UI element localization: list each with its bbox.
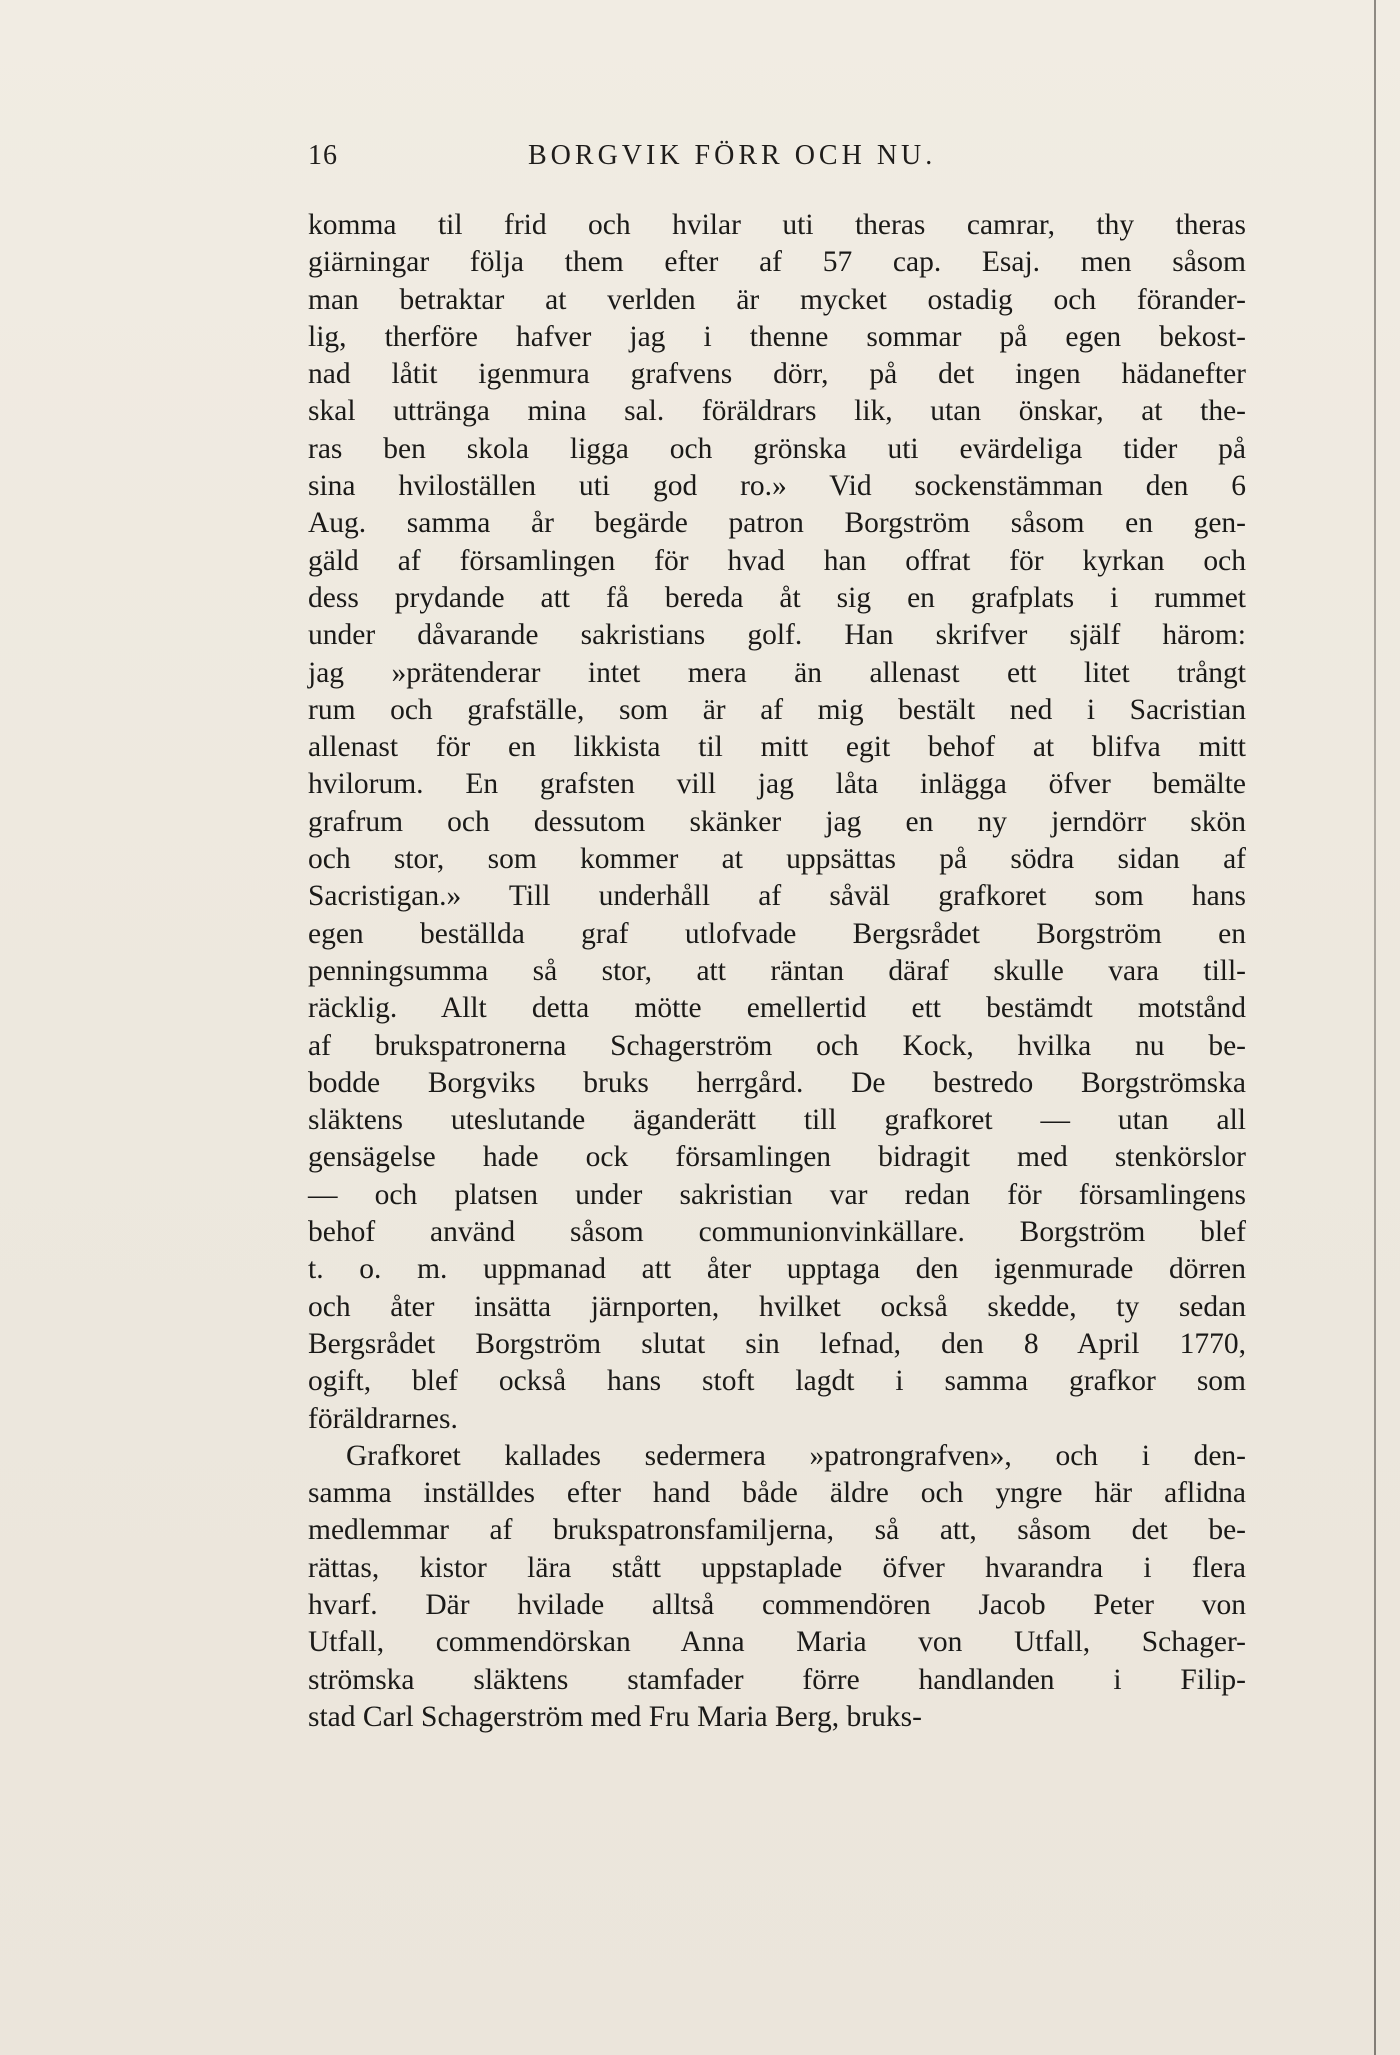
text-line: behof använd såsom communionvinkällare. Borgström blef <box>308 1216 1246 1249</box>
text-line: — och platsen under sakristian var redan för församlingens <box>308 1178 1246 1211</box>
text-line: och åter insätta järnporten, hvilket också skedde, ty sedan <box>308 1290 1246 1323</box>
text-line: allenast för en likkista til mitt egit behof at blifva mitt <box>308 731 1246 764</box>
text-line: lig, therföre hafver jag i thenne sommar på egen bekost- <box>308 320 1246 353</box>
text-line: medlemmar af brukspatronsfamiljerna, så att, såsom det be- <box>308 1514 1246 1547</box>
text-line: hvilorum. En grafsten vill jag låta inlägga öfver bemälte <box>308 768 1246 801</box>
text-line: ras ben skola ligga och grönska uti evärdeliga tider på <box>308 432 1246 465</box>
text-line: Grafkoret kallades sedermera »patrongrafven», och i den- <box>346 1439 1246 1472</box>
text-line: stad Carl Schagerström med Fru Maria Berg, bruks- <box>308 1700 922 1733</box>
text-line: släktens uteslutande äganderätt till grafkoret — utan all <box>308 1104 1246 1137</box>
text-line: samma inställdes efter hand både äldre och yngre här aflidna <box>308 1477 1246 1510</box>
paragraph <box>308 207 1246 1438</box>
text-line: och stor, som kommer at uppsättas på södra sidan af <box>308 843 1246 876</box>
text-line: strömska släktens stamfader förre handlanden i Filip- <box>308 1663 1246 1696</box>
text-line: dess prydande att få bereda åt sig en grafplats i rummet <box>308 581 1246 614</box>
text-line: egen beställda graf utlofvade Bergsrådet Borgström en <box>308 917 1246 950</box>
text-line: under dåvarande sakristians golf. Han skrifver själf härom: <box>308 619 1246 652</box>
text-line: räcklig. Allt detta mötte emellertid ett bestämdt motstånd <box>308 992 1246 1025</box>
text-line: penningsumma så stor, att räntan däraf skulle vara till- <box>308 954 1246 987</box>
text-line: Utfall, commendörskan Anna Maria von Utfall, Schager- <box>308 1626 1246 1659</box>
text-line: Bergsrådet Borgström slutat sin lefnad, den 8 April 1770, <box>308 1327 1246 1360</box>
page-header <box>308 140 1246 182</box>
text-line: ogift, blef också hans stoft lagdt i samma grafkor som <box>308 1365 1246 1398</box>
text-line: nad låtit igenmura grafvens dörr, på det ingen hädanefter <box>308 358 1246 391</box>
text-line: jag »prätenderar intet mera än allenast ett litet trångt <box>308 656 1246 689</box>
text-line: Sacristigan.» Till underhåll af såväl grafkoret som hans <box>308 880 1246 913</box>
text-line: gensägelse hade ock församlingen bidragit med stenkörslor <box>308 1141 1246 1174</box>
text-line: t. o. m. uppmanad att åter upptaga den igenmurade dörren <box>308 1253 1246 1286</box>
running-title: BORGVIK FÖRR OCH NU. <box>528 140 937 171</box>
text-line: gäld af församlingen för hvad han offrat för kyrkan och <box>308 544 1246 577</box>
body-text <box>308 207 1246 1736</box>
page-number: 16 <box>308 140 338 171</box>
page-edge-shadow <box>1374 0 1376 2055</box>
text-line: grafrum och dessutom skänker jag en ny jerndörr skön <box>308 805 1246 838</box>
text-line: sina hviloställen uti god ro.» Vid sockenstämman den 6 <box>308 470 1246 503</box>
text-line: bodde Borgviks bruks herrgård. De bestredo Borgströmska <box>308 1066 1246 1099</box>
text-line: rum och grafställe, som är af mig bestält ned i Sacristian <box>308 693 1246 726</box>
paragraph <box>308 1438 1246 1736</box>
text-line: man betraktar at verlden är mycket ostadig och förander- <box>308 283 1246 316</box>
text-line: rättas, kistor lära stått uppstaplade öfver hvarandra i flera <box>308 1551 1246 1584</box>
text-line: skal uttränga mina sal. föräldrars lik, utan önskar, at the- <box>308 395 1246 428</box>
text-line: af brukspatronerna Schagerström och Kock, hvilka nu be- <box>308 1029 1246 1062</box>
text-line: hvarf. Där hvilade alltså commendören Jacob Peter von <box>308 1588 1246 1621</box>
text-line: Aug. samma år begärde patron Borgström såsom en gen- <box>308 507 1246 540</box>
text-line: giärningar följa them efter af 57 cap. Esaj. men såsom <box>308 246 1246 279</box>
text-line: föräldrarnes. <box>308 1402 458 1435</box>
text-line: komma til frid och hvilar uti theras camrar, thy theras <box>308 209 1246 241</box>
